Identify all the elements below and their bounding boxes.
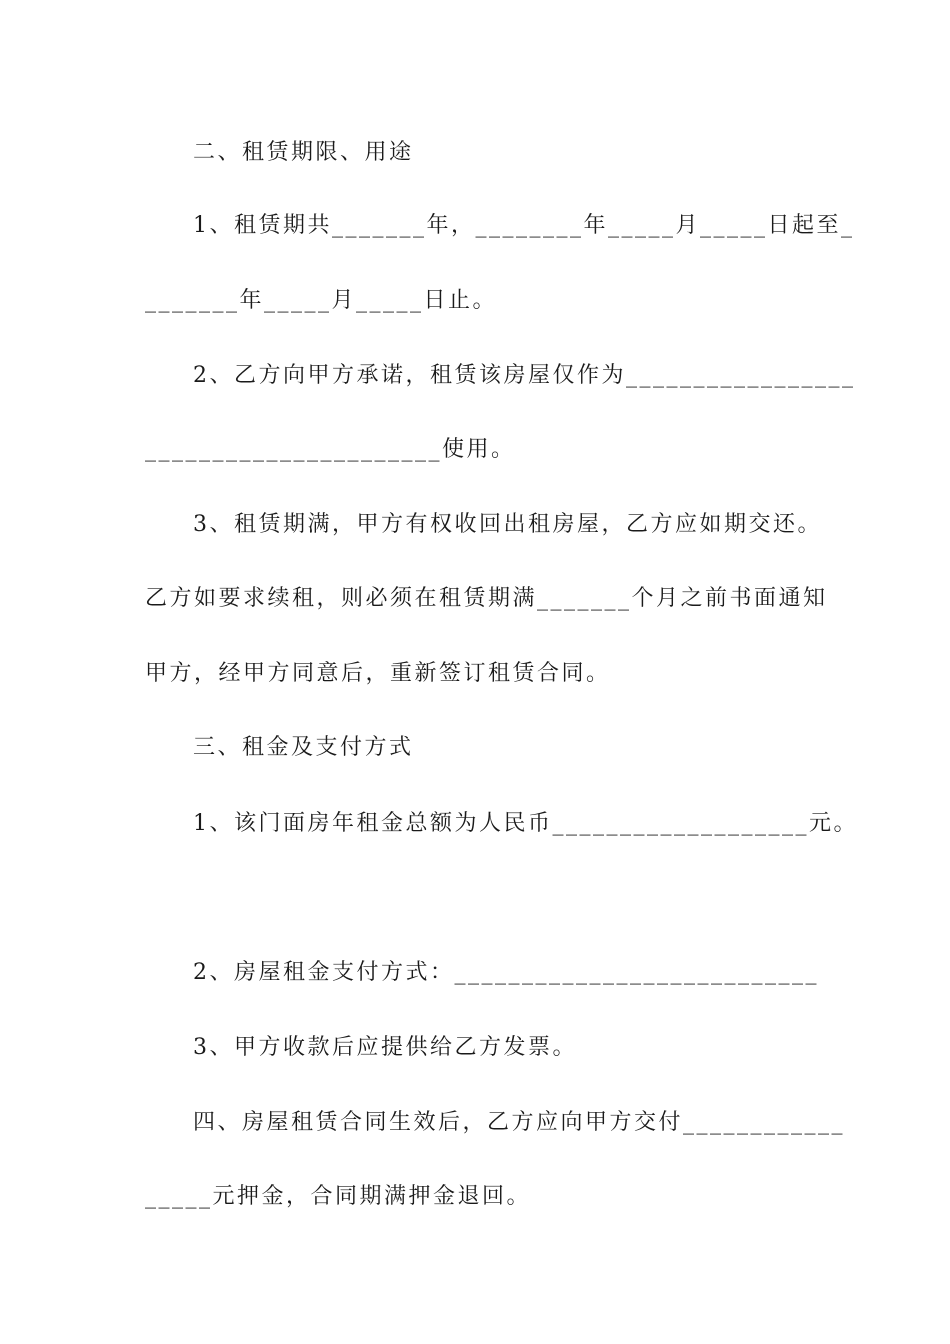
- clause-payment-method: 2、房屋租金支付方式：___________________________: [193, 960, 819, 985]
- clause-usage-promise: 2、乙方向甲方承诺，租赁该房屋仅作为_________________: [193, 363, 856, 388]
- clause-lease-expiry: 3、租赁期满，甲方有权收回出租房屋，乙方应如期交还。: [193, 512, 822, 537]
- section-heading-lease-term: 二、租赁期限、用途: [193, 140, 414, 165]
- clause-usage-promise-cont: ______________________使用。: [145, 437, 516, 462]
- clause-lease-expiry-cont2: 甲方，经甲方同意后，重新签订租赁合同。: [145, 661, 611, 686]
- section-heading-rent-payment: 三、租金及支付方式: [193, 735, 414, 760]
- clause-lease-expiry-cont1: 乙方如要求续租，则必须在租赁期满_______个月之前书面通知: [145, 586, 828, 611]
- clause-invoice: 3、甲方收款后应提供给乙方发票。: [193, 1035, 577, 1060]
- clause-lease-period-cont: _______年_____月_____日止。: [145, 288, 498, 313]
- clause-lease-period: 1、租赁期共_______年，________年_____月_____日起至_: [193, 213, 855, 238]
- section-deposit-cont: _____元押金，合同期满押金退回。: [145, 1184, 532, 1209]
- section-deposit: 四、房屋租赁合同生效后，乙方应向甲方交付____________: [193, 1110, 846, 1135]
- clause-annual-rent: 1、该门面房年租金总额为人民币___________________元。: [193, 811, 858, 836]
